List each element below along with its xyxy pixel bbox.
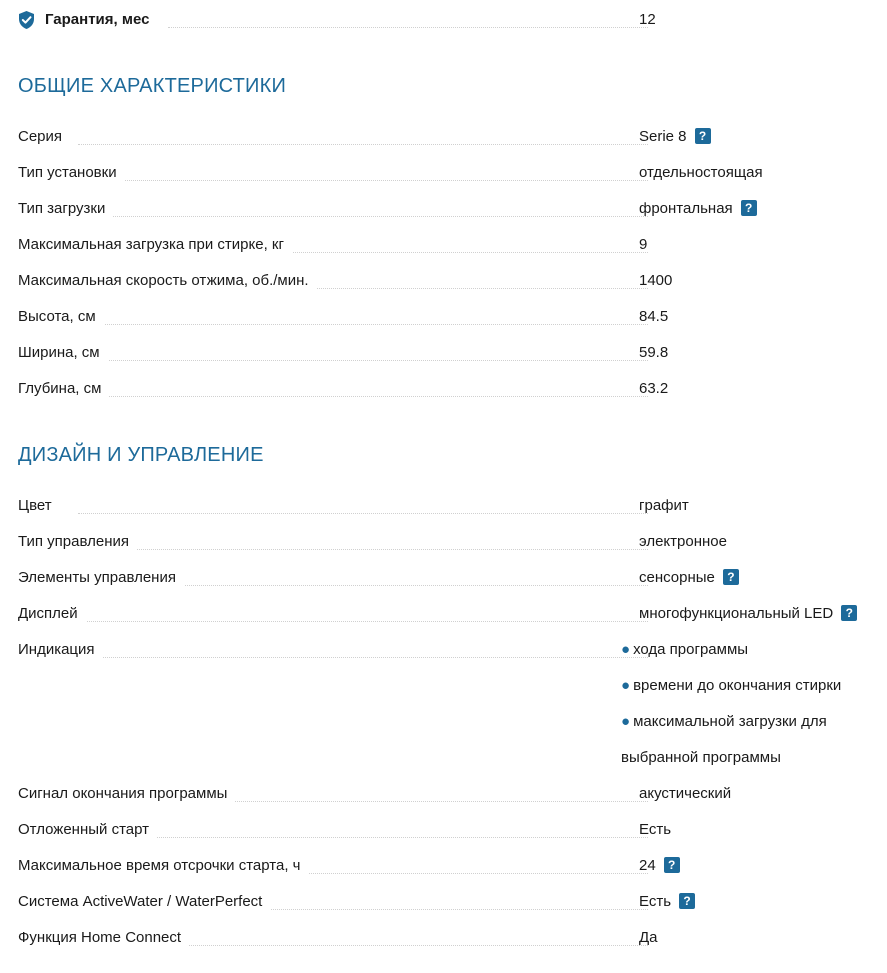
help-icon[interactable]: ? <box>741 200 757 216</box>
spec-label: Ширина, см <box>18 344 108 361</box>
spec-value: Есть <box>639 821 672 838</box>
leader-line <box>78 324 648 325</box>
indication-list <box>621 638 841 782</box>
spec-value: фронтальная <box>639 200 733 217</box>
spec-label: Отложенный старт <box>18 821 157 838</box>
spec-value: графит <box>639 497 689 514</box>
spec-value: 9 <box>639 236 648 253</box>
spec-row-install-type <box>18 161 878 185</box>
spec-label: Максимальная загрузка при стирке, кг <box>18 236 292 253</box>
leader-line <box>78 513 648 514</box>
spec-label: Система ActiveWater / WaterPerfect <box>18 893 270 910</box>
leader-line <box>78 657 648 658</box>
spec-label: Сигнал окончания программы <box>18 785 235 802</box>
leader-line <box>78 396 648 397</box>
spec-row-active-water <box>18 890 878 914</box>
spec-value: Да <box>639 929 658 946</box>
spec-row-spin-speed <box>18 269 878 293</box>
leader-line <box>168 27 648 28</box>
spec-row-color <box>18 494 878 518</box>
spec-row-depth <box>18 377 878 401</box>
spec-value: 24 <box>639 857 656 874</box>
spec-label: Высота, см <box>18 308 104 325</box>
spec-row-display <box>18 602 878 626</box>
spec-row-load-type <box>18 197 878 221</box>
spec-label: Серия <box>18 128 70 145</box>
spec-row-controls <box>18 566 878 590</box>
spec-row-max-delay <box>18 854 878 878</box>
leader-line <box>78 621 648 622</box>
spec-row-end-signal <box>18 782 878 806</box>
spec-label: Гарантия, мес <box>45 11 157 28</box>
spec-row-warranty <box>18 8 878 32</box>
spec-value: отдельностоящая <box>639 164 763 181</box>
help-icon[interactable]: ? <box>679 893 695 909</box>
spec-value: 1400 <box>639 272 673 289</box>
list-item-continuation: выбранной программы <box>621 749 781 766</box>
spec-label: Функция Home Connect <box>18 929 189 946</box>
list-item: ● времени до окончания стирки <box>621 677 842 694</box>
spec-row-height <box>18 305 878 329</box>
spec-label: Тип управления <box>18 533 137 550</box>
spec-row-max-load <box>18 233 878 257</box>
spec-label: Максимальное время отсрочки старта, ч <box>18 857 308 874</box>
help-icon[interactable]: ? <box>723 569 739 585</box>
leader-line <box>78 144 648 145</box>
bullet-icon: ● <box>621 641 631 658</box>
spec-label: Максимальная скорость отжима, об./мин. <box>18 272 317 289</box>
spec-row-home-connect <box>18 926 878 950</box>
spec-row-delay-start <box>18 818 878 842</box>
list-item: ● хода программы <box>621 641 749 658</box>
spec-label: Цвет <box>18 497 60 514</box>
leader-line <box>78 216 648 217</box>
spec-value: электронное <box>639 533 727 550</box>
section-title-design: ДИЗАЙН И УПРАВЛЕНИЕ <box>18 444 264 466</box>
shield-check-icon <box>18 11 35 29</box>
help-icon[interactable]: ? <box>841 605 857 621</box>
spec-value: Есть <box>639 893 672 910</box>
bullet-icon: ● <box>621 677 631 694</box>
spec-row-series <box>18 125 878 149</box>
spec-row-width <box>18 341 878 365</box>
section-title-general: ОБЩИЕ ХАРАКТЕРИСТИКИ <box>18 75 287 97</box>
spec-value: 84.5 <box>639 308 669 325</box>
leader-line <box>78 549 648 550</box>
spec-label: Индикация <box>18 641 103 658</box>
leader-line <box>78 180 648 181</box>
spec-value: акустический <box>639 785 732 802</box>
spec-label: Элементы управления <box>18 569 184 586</box>
spec-row-control-type <box>18 530 878 554</box>
spec-label: Тип установки <box>18 164 125 181</box>
list-item: ● максимальной загрузки для <box>621 713 827 730</box>
bullet-icon: ● <box>621 713 631 730</box>
spec-value: Serie 8 <box>639 128 687 145</box>
spec-value: 12 <box>639 11 656 28</box>
help-icon[interactable]: ? <box>695 128 711 144</box>
spec-label: Тип загрузки <box>18 200 113 217</box>
spec-label: Дисплей <box>18 605 86 622</box>
help-icon[interactable]: ? <box>664 857 680 873</box>
spec-value: сенсорные <box>639 569 715 586</box>
spec-value: 63.2 <box>639 380 669 397</box>
spec-value: многофункциональный LED <box>639 605 834 622</box>
spec-value: 59.8 <box>639 344 669 361</box>
leader-line <box>78 837 648 838</box>
leader-line <box>78 360 648 361</box>
spec-label: Глубина, см <box>18 380 109 397</box>
